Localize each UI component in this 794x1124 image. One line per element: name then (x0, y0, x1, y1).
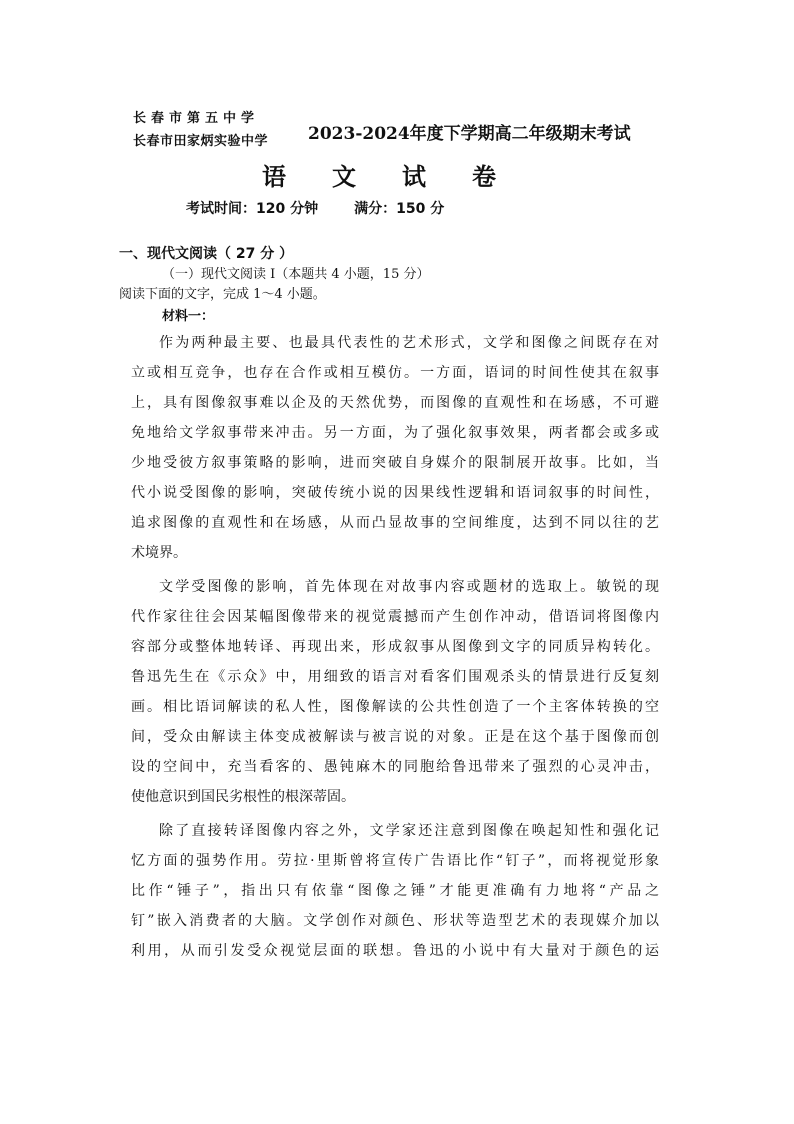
passage-line: 除了直接转译图像内容之外，文学家还注意到图像在唤起知性和强化记 (159, 823, 659, 839)
section-heading: 一、现代文阅读（ 27 分 ） (119, 246, 294, 262)
reading-instruction: 阅读下面的文字，完成 1～4 小题。 (119, 287, 326, 302)
passage-line: 文学受图像的影响，首先体现在对故事内容或题材的选取上。敏锐的现 (159, 579, 659, 595)
exam-title: 2023-2024年度下学期高二年级期末考试 (308, 124, 631, 144)
passage-line: 使他意识到国民劣根性的根深蒂固。 (131, 789, 355, 805)
passage-line: 免地给文学叙事带来冲击。另一方面，为了强化叙事效果，两者都会或多或 (131, 425, 659, 441)
school-name-1: 长春市第五中学 (133, 111, 260, 126)
passage-line: 上，具有图像叙事难以企及的天然优势，而图像的直观性和在场感，不可避 (131, 395, 659, 411)
passage-line: 追求图像的直观性和在场感，从而凸显故事的空间维度，达到不同以往的艺 (131, 515, 659, 531)
exam-time: 考试时间：120 分钟 (186, 201, 319, 217)
subsection-heading: （一）现代文阅读 I（本题共 4 小题，15 分） (162, 267, 430, 282)
full-score: 满分：150 分 (354, 201, 445, 217)
passage-line: 钉”嵌入消费者的大脑。文学创作对颜色、形状等造型艺术的表现媒介加以 (131, 913, 659, 929)
passage-line: 比作“锤子”，指出只有依靠“图像之锤”才能更准确有力地将“产品之 (131, 883, 659, 899)
passage-line: 术境界。 (131, 545, 187, 561)
passage-line: 利用，从而引发受众视觉层面的联想。鲁迅的小说中有大量对于颜色的运 (131, 943, 659, 959)
passage-line: 代小说受图像的影响，突破传统小说的因果线性逻辑和语词叙事的时间性， (131, 485, 659, 501)
passage-line: 间，受众由解读主体变成被解读与被言说的对象。正是在这个基于图像而创 (131, 729, 659, 745)
material-label: 材料一： (162, 309, 215, 324)
passage-line: 画。相比语词解读的私人性，图像解读的公共性创造了一个主客体转换的空 (131, 699, 659, 715)
subject-title: 语文试卷 (262, 162, 542, 191)
school-name-2: 长春市田家炳实验中学 (133, 134, 269, 149)
passage-line: 容部分或整体地转译、再现出来，形成叙事从图像到文字的同质异构转化。 (131, 639, 659, 655)
passage-line: 代作家往往会因某幅图像带来的视觉震撼而产生创作冲动，借语词将图像内 (131, 609, 659, 625)
passage-line: 少地受彼方叙事策略的影响，进而突破自身媒介的限制展开故事。比如，当 (131, 455, 659, 471)
passage-line: 忆方面的强势作用。劳拉·里斯曾将宣传广告语比作“钉子”，而将视觉形象 (131, 853, 659, 869)
passage-line: 鲁迅先生在《示众》中，用细致的语言对看客们围观杀头的情景进行反复刻 (131, 669, 659, 685)
passage-line: 设的空间中，充当看客的、愚钝麻木的同胞给鲁迅带来了强烈的心灵冲击， (131, 759, 659, 775)
passage-line: 立或相互竞争，也存在合作或相互模仿。一方面，语词的时间性使其在叙事 (131, 365, 659, 381)
passage-line: 作为两种最主要、也最具代表性的艺术形式，文学和图像之间既存在对 (159, 335, 659, 351)
